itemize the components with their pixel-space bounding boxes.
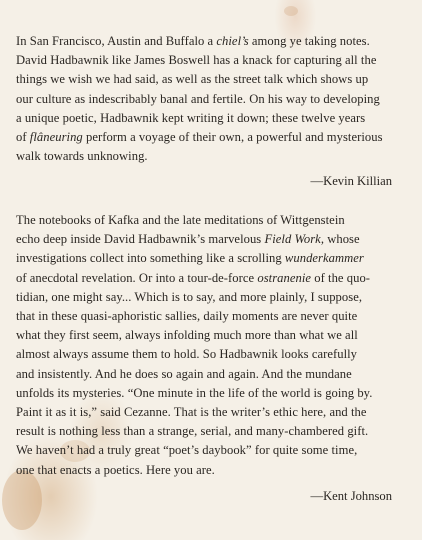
blurb-johnson	[16, 211, 410, 480]
blurb-killian	[16, 32, 410, 166]
text-line: In San Francisco, Austin and Buffalo a chiel’s among ye taking notes.	[16, 34, 370, 48]
text-line: a unique poetic, Hadbawnik kept writing it down; these twelve years	[16, 110, 366, 125]
text-line: investigations collect into something like a scrolling wunderkammer	[16, 251, 364, 266]
text-line: our culture as indescribably banal and fertile. On his way to developing	[16, 91, 380, 106]
paper-stain	[284, 6, 298, 16]
attribution-johnson: —Kent Johnson	[310, 489, 392, 503]
text-line: David Hadbawnik like James Boswell has a knack for capturing all the	[16, 53, 377, 68]
text-line: The notebooks of Kafka and the late meditations of Wittgenstein	[16, 213, 345, 227]
attribution-killian: —Kevin Killian	[310, 174, 392, 188]
italic-term: ostranenie	[257, 270, 312, 285]
text-line: what they first seem, always infolding much more than what we all	[16, 328, 358, 343]
text-line: tidian, one might say... Which is to say, and more plainly, I suppose,	[16, 289, 363, 304]
text-line: of flâneuring perform a voyage of their own, a powerful and mysterious	[16, 130, 383, 145]
italic-term: wunderkammer	[284, 251, 364, 266]
text-line: We haven’t had a truly great “poet’s daybook” for quite some time,	[16, 443, 358, 458]
text-line: things we wish we had said, as well as the street talk which shows up	[16, 72, 369, 87]
text-line: one that enacts a poetics. Here you are.	[16, 462, 215, 477]
text-line: Paint it as it is,” said Cezanne. That is the writer’s ethic here, and the	[16, 405, 367, 420]
text-line: of anecdotal revelation. Or into a tour-de-force ostranenie of the quo-	[16, 270, 371, 285]
italic-term: chiel’s	[216, 34, 249, 48]
italic-term: Field Work,	[264, 232, 325, 247]
italic-term: flâneuring	[29, 130, 83, 145]
text-line: echo deep inside David Hadbawnik’s marvelous Field Work, whose	[16, 232, 360, 247]
text-line: almost always assume them to hold. So Hadbawnik looks carefully	[16, 347, 358, 362]
text-line: and insistently. And he does so again and again. And the mundane	[16, 366, 352, 381]
text-line: unfolds its mysteries. “One minute in the life of the world is going by.	[16, 385, 373, 400]
text-line: walk towards unknowing.	[16, 149, 148, 164]
text-line: result is nothing less than a strange, serial, and many-chambered gift.	[16, 424, 369, 439]
text-line: that in these quasi-aphoristic sallies, daily moments are never quite	[16, 309, 358, 324]
